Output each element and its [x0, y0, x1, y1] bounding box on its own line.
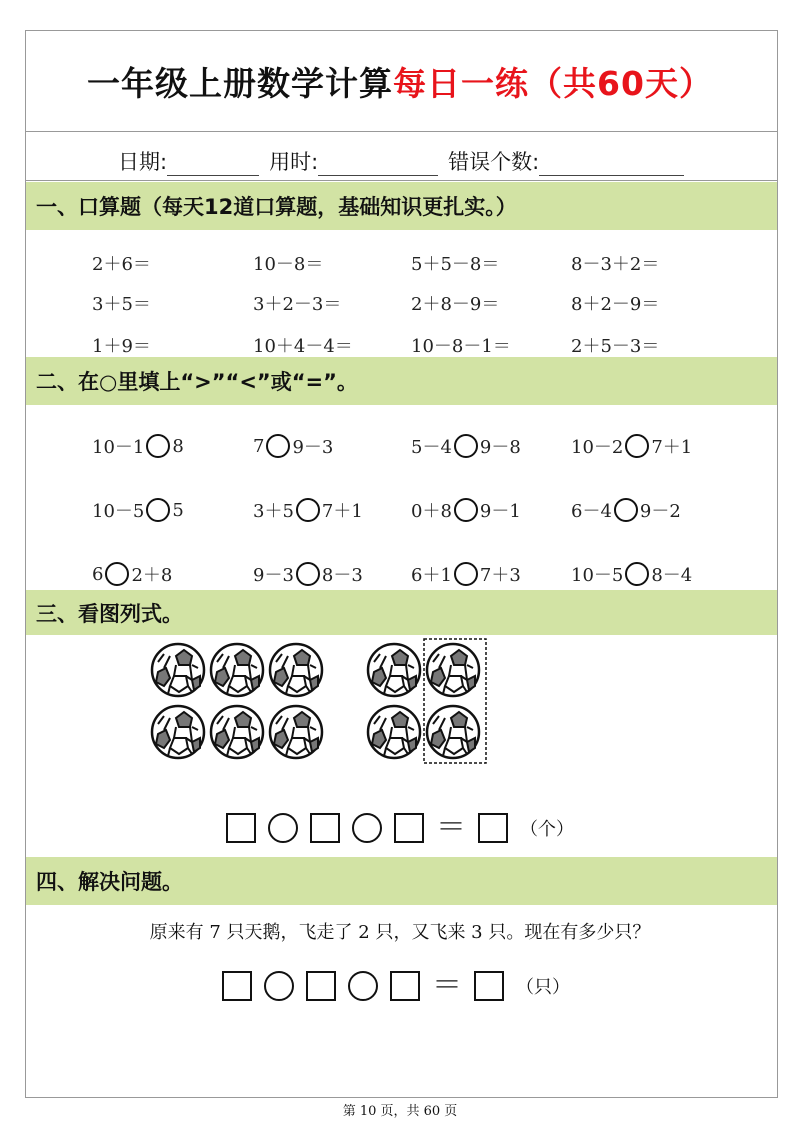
- left-expression: 10－5: [571, 565, 624, 586]
- right-expression: 8－4: [651, 565, 693, 586]
- operator-circle[interactable]: [352, 813, 382, 843]
- answer-box[interactable]: [390, 971, 420, 1001]
- time-label: 用时:: [269, 150, 319, 174]
- equals-sign: ＝: [436, 810, 466, 845]
- left-expression: 7: [253, 435, 265, 457]
- oral-question: 10－8＝: [253, 254, 324, 275]
- oral-question: 10＋4－4＝: [253, 336, 353, 357]
- oral-question: 3＋2－3＝: [253, 294, 342, 315]
- left-expression: 10－1: [92, 437, 145, 458]
- oral-question: 3＋5＝: [92, 294, 151, 315]
- right-expression: 9－1: [479, 501, 521, 522]
- left-expression: 6－4: [571, 501, 612, 522]
- oral-question: 2＋5－3＝: [571, 336, 660, 357]
- right-expression: 9－8: [479, 437, 521, 458]
- title-main: 一年级上册数学计算: [87, 64, 394, 103]
- operator-circle[interactable]: [268, 813, 298, 843]
- section-header-picture: 三、看图列式。: [26, 590, 777, 635]
- title-highlight: 每日一练（共60天）: [393, 64, 713, 103]
- left-expression: 10－2: [571, 437, 624, 458]
- unit-label: （只）: [516, 977, 570, 998]
- answer-box[interactable]: [226, 813, 256, 843]
- left-expression: 3＋5: [253, 501, 294, 522]
- oral-question: 5＋5－8＝: [411, 254, 500, 275]
- result-box[interactable]: [478, 813, 508, 843]
- right-expression: 7＋3: [479, 565, 521, 586]
- oral-question: 2＋8－9＝: [411, 294, 500, 315]
- left-expression: 5－4: [411, 437, 452, 458]
- right-expression: 7＋1: [651, 437, 693, 458]
- right-expression: 9－3: [292, 437, 334, 458]
- unit-label: （个）: [520, 819, 574, 840]
- operator-circle[interactable]: [348, 971, 378, 1001]
- right-expression: 8: [172, 435, 184, 457]
- left-expression: 6: [92, 563, 104, 585]
- oral-question: 8－3＋2＝: [571, 254, 660, 275]
- answer-box[interactable]: [310, 813, 340, 843]
- section-header-word-problem: 四、解决问题。: [26, 857, 777, 905]
- errors-label: 错误个数:: [448, 150, 540, 174]
- answer-box[interactable]: [306, 971, 336, 1001]
- right-expression: 2＋8: [131, 565, 173, 586]
- oral-question: 8＋2－9＝: [571, 294, 660, 315]
- left-expression: 6＋1: [411, 565, 452, 586]
- oral-question: 10－8－1＝: [411, 336, 511, 357]
- word-equation: [222, 968, 570, 1003]
- left-expression: 9－3: [253, 565, 294, 586]
- picture-equation: [226, 810, 574, 845]
- page-footer: 第 10 页，共 60 页: [342, 1104, 458, 1119]
- section-header-compare: 二、在○里填上“>”“<”或“=”。: [26, 357, 777, 405]
- equals-sign: ＝: [432, 968, 462, 1003]
- oral-question: 1＋9＝: [92, 336, 151, 357]
- result-box[interactable]: [474, 971, 504, 1001]
- word-problem-text: 原来有 7 只天鹅，飞走了 2 只，又飞来 3 只。现在有多少只？: [149, 922, 651, 943]
- left-expression: 0＋8: [411, 501, 452, 522]
- date-label: 日期:: [118, 150, 168, 174]
- right-expression: 7＋1: [321, 501, 363, 522]
- left-expression: 10－5: [92, 501, 145, 522]
- right-expression: 8－3: [321, 565, 363, 586]
- right-expression: 5: [172, 499, 184, 521]
- oral-question: 2＋6＝: [92, 254, 151, 275]
- section-header-oral: 一、口算题（每天12道口算题，基础知识更扎实。）: [26, 182, 777, 230]
- right-expression: 9－2: [639, 501, 681, 522]
- answer-box[interactable]: [222, 971, 252, 1001]
- answer-box[interactable]: [394, 813, 424, 843]
- operator-circle[interactable]: [264, 971, 294, 1001]
